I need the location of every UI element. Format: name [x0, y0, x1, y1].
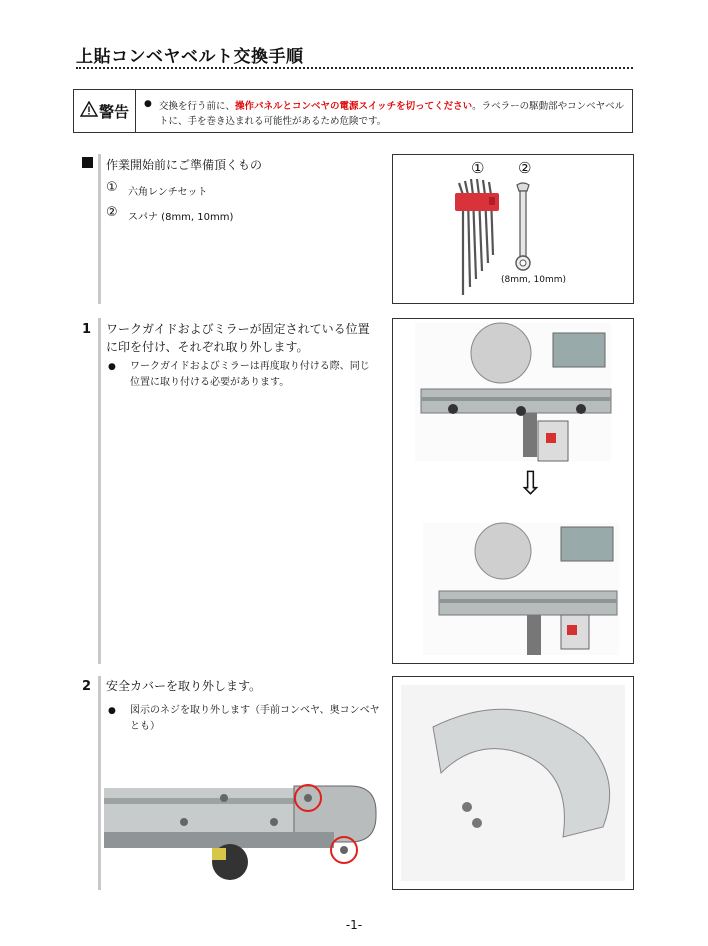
item-marker-1: ① — [106, 180, 118, 195]
section-side-bar — [98, 154, 101, 304]
step-1-image — [392, 318, 634, 664]
section-square-bullet — [82, 157, 93, 168]
warning-text-red: 操作パネルとコンベヤの電源スイッチを切ってください — [235, 101, 473, 112]
page-number: -1- — [345, 918, 363, 932]
item-text-1: 六角レンチセット — [128, 187, 208, 198]
step-2-text: 安全カバーを取り外します。 — [106, 679, 262, 693]
step-1-number: 1 — [82, 322, 92, 337]
warning-box — [73, 89, 633, 133]
step-2-note: 図示のネジを取り外します（手前コンベヤ、奥コンベヤとも） — [130, 705, 380, 732]
step-1-note: ワークガイドおよびミラーは再度取り付ける際、同じ位置に取り付ける必要があります。 — [130, 361, 370, 388]
warning-bullet: ● — [144, 99, 152, 109]
warning-text-before: 交換を行う前に、 — [159, 101, 236, 112]
warning-label-cell — [74, 90, 136, 132]
tools-image — [392, 154, 634, 304]
conveyor-before-photo — [393, 319, 633, 663]
warning-label: 警告 — [98, 102, 129, 121]
step-2-side-bar — [98, 676, 101, 890]
step-1-side-bar — [98, 318, 101, 664]
down-arrow-icon: ⇩ — [517, 464, 544, 502]
preparation-heading: 作業開始前にご準備頂くもの — [106, 158, 263, 172]
step-1-text: ワークガイドおよびミラーが固定されている位置に印を付け、それぞれ取り外します。 — [106, 322, 370, 354]
item-marker-2: ② — [106, 205, 118, 220]
warning-text-after: 。ラベラーの駆動部やコンベヤベルトに、手を巻き込まれる可能性があるため危険です。 — [159, 101, 625, 127]
item-text-2: スパナ (8mm, 10mm) — [128, 212, 234, 223]
step-2-bullet: ● — [108, 706, 116, 716]
step-2-number: 2 — [82, 679, 92, 694]
safety-cover-screws-photo — [104, 776, 380, 880]
warning-triangle-icon — [80, 101, 98, 121]
step-1-bullet: ● — [108, 362, 116, 372]
spanner-size-caption: (8mm, 10mm) — [501, 275, 566, 285]
page-title: 上貼コンベヤベルト交換手順 — [76, 47, 304, 67]
title-divider — [76, 67, 633, 69]
tools-marker-1: ① — [471, 159, 485, 177]
removed-cover-photo — [393, 677, 633, 889]
step-2-image — [392, 676, 634, 890]
tools-marker-2: ② — [518, 159, 532, 177]
warning-text — [159, 99, 629, 129]
